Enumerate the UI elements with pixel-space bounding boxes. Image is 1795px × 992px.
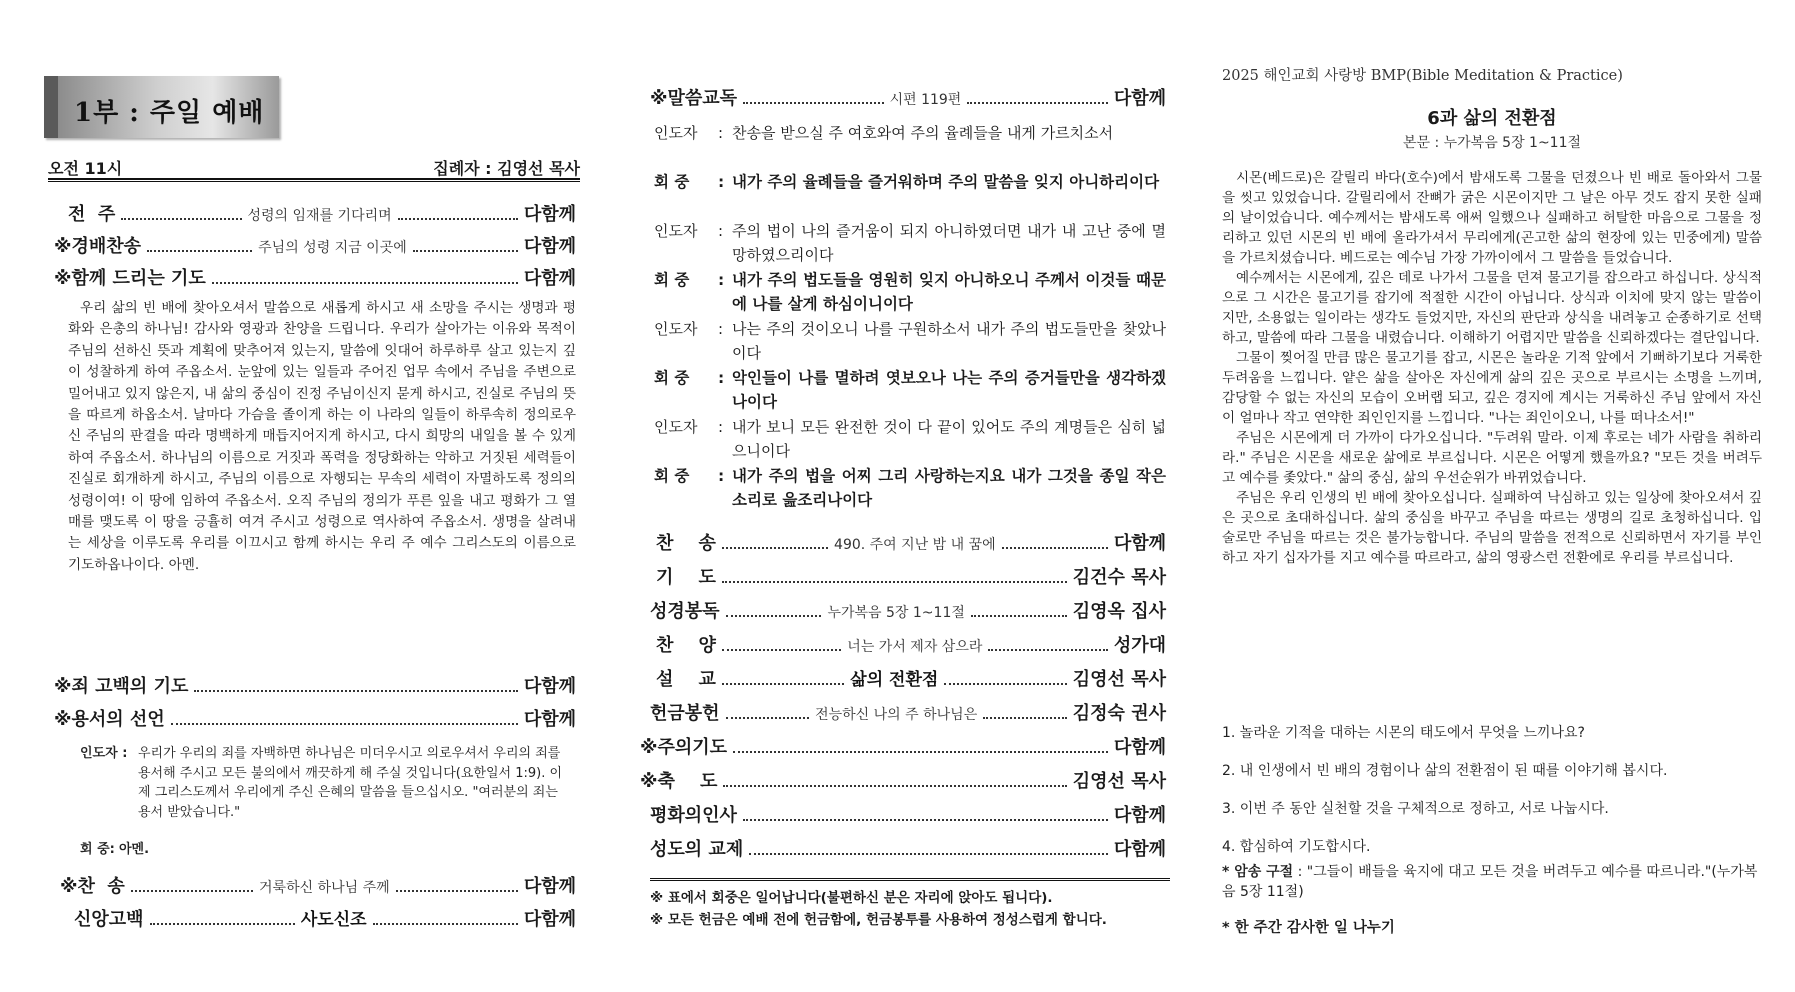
reading-line: 회 중 : 내가 주의 법도들을 영원히 잊지 아니하오니 주께서 이것들 때문에 나를 살게 하심이니이다: [654, 271, 1166, 313]
reading-line: 인도자 : 찬송을 받으실 주 여호와여 주의 율례들을 내게 가르치소서: [654, 124, 1114, 142]
reading-line: 회 중 : 내가 주의 율례들을 즐거워하며 주의 말씀을 잊지 아니하리이다: [654, 173, 1160, 191]
joint-prayer-text: 우리 삶의 빈 배에 찾아오셔서 말씀으로 새롭게 하시고 새 소망을 주시는 생명과 평화와 은총의 하나님! 감사와 영광과 찬양을 드립니다. 우리가 살아가는 이유와 목적이 주님의 선하신 뜻과 계획에 맞추어져 있는지, 말씀에 잇대어 하루하루 살고 있는지 깊이 성찰하게 하여 주옵소서. 눈앞에 있는 일들과 주어진 업무 속에서 주님을 주변으로 밀어내고 있지 않은지, 내 삶의 중심이 진정 주님이신지 묻게 하시고, 진실로 주님의 뜻을 따르게 하옵소서. 날마다 가슴을 졸이게 하는 이 나라의 일들이 하루속히 정의로우신 주님의 판결을 따라 명백하게 매듭지어지게 하시고, 다시 희망의 내일을 볼 수 있게 하여 주옵소서. 하나님의 이름으로 거짓과 폭력을 정당화하는 악하고 거짓된 세력들이 진실로 회개하게 하시고, 주님의 이름으로 자행되는 무속의 세력이 자멸하도록 정의의 성령이여! 이 땅에 임하여 주옵소서. 오직 주님의 정의가 푸른 잎을 내고 평화가 그 열매를 맺도록 이 땅을 긍휼히 여겨 주시고 성령으로 역사하여 주옵소서. 생명을 살려내는 세상을 이루도록 우리를 이끄시고 함께 하시는 우리 주 예수 그리스도의 이름으로 기도하옵나이다. 아멘.: [68, 300, 576, 573]
question-item: 4. 합심하여 기도합시다.: [1222, 839, 1371, 855]
bmp-body: [1222, 168, 1762, 568]
memory-verse-label: * 암송 구절: [1222, 864, 1294, 880]
reading-line: 인도자 : 나는 주의 것이오니 나를 구원하소서 내가 주의 법도들만을 찾았나이다: [654, 320, 1166, 362]
order-item-responsive-reading: ※말씀교독 시편 119편 다함께: [650, 88, 1167, 109]
bmp-header: 2025 해인교회 사랑방 BMP(Bible Meditation & Practice): [1222, 68, 1623, 84]
bmp-paragraph: 시몬(베드로)은 갈릴리 바다(호수)에서 밤새도록 그물을 던졌으나 빈 배로 돌아와서 그물을 씻고 있었습니다. 갈릴리에서 잔뼈가 굵은 시몬이지만 그 날은 아무 것도 잡지 못한 실패의 날이었습니다. 예수께서는 밤새도록 애써 일했으나 실패하고 허탈한 마음으로 그물을 정리하고 있던 시몬의 빈 배에 올라가셔서 무리에게(곤고한 삶의 현장에 있는 민중에게) 말씀을 가르치셨습니다. 베드로는 예수님 가장 가까이에서 그 말씀을 들었습니다.: [1222, 170, 1762, 266]
order-item-lords-prayer: ※주의기도 다함께: [640, 737, 1166, 758]
absolution-leader: 인도자 : 우리가 우리의 죄를 자백하면 하나님은 미더우시고 의로우셔서 우리의 죄를 용서해 주시고 모든 불의에서 깨끗하게 해 주실 것입니다(요한일서 1:9). 이제 그리스도께서 우리에게 주신 은혜의 말씀을 들으십시오. "여러분의 죄는 용서 받았습니다.": [80, 746, 563, 820]
question-item: 1. 놀라운 기적을 대하는 시몬의 태도에서 무엇을 느끼나요?: [1222, 725, 1585, 741]
bmp-paragraph: 예수께서는 시몬에게, 깊은 데로 나가서 그물을 던져 물고기를 잡으라고 하십니다. 상식적으로 그 시간은 물고기를 잡기에 적절한 시간이 아닙니다. 상식과 이치에 맞지 않는 말씀이지만, 소용없는 일이라는 생각도 들었지만, 자신의 판단과 상식을 내려놓고 순종하기로 선택하고, 말씀에 따라 그물을 내렸습니다. 이해하기 어렵지만 말씀을 신뢰하겠다는 결단입니다.: [1222, 270, 1762, 346]
note-standing: ※ 표에서 회중은 일어납니다(불편하신 분은 자리에 앉아도 됩니다).: [650, 890, 1053, 906]
order-item-sermon: 설 교 삶의 전환점 김영선 목사: [656, 669, 1166, 690]
bmp-lesson-title: 6과 삶의 전환점: [1427, 108, 1557, 129]
order-item-anthem: 찬 양 너는 가서 제자 삼으라 성가대: [656, 635, 1166, 656]
bmp-scripture: 본문 : 누가복음 5장 1~11절: [1402, 135, 1582, 151]
reading-line: 회 중 : 악인들이 나를 멸하려 엿보오나 나는 주의 증거들만을 생각하겠나이다: [654, 369, 1166, 411]
question-item: 3. 이번 주 동안 실천할 것을 구체적으로 정하고, 서로 나눕시다.: [1222, 801, 1609, 817]
bmp-paragraph: 주님은 우리 인생의 빈 배에 찾아오십니다. 실패하여 낙심하고 있는 일상에 찾아오셔서 깊은 곳으로 초대하십니다. 삶의 중심을 바꾸고 주님을 따르는 생명의 길로 초청하십니다. 입술로만 주님을 따르는 것은 불가능합니다. 주님의 말씀을 전적으로 신뢰하면서 자기를 부인하고 자기 십자가를 지고 예수를 따르라고, 삶의 영광스런 전환에로 우리를 부르십니다.: [1222, 490, 1762, 566]
header-divider: [48, 178, 580, 182]
order-item-prelude: 전 주 성령의 임재를 기다리며 다함께: [68, 204, 576, 225]
absolution-response: 회 중: 아멘.: [80, 842, 150, 857]
note-offering: ※ 모든 헌금은 예배 전에 헌금함에, 헌금봉투를 사용하여 정성스럽게 합니다.: [650, 912, 1107, 928]
order-item-absolution: ※용서의 선언 다함께: [54, 709, 576, 730]
bmp-paragraph: 주님은 시몬에게 더 가까이 다가오십니다. "두려워 말라. 이제 후로는 네가 사람을 취하리라." 주님은 시몬을 새로운 삶에로 부르십니다. 시몬은 어떻게 했을까요? "모든 것을 버려두고 예수를 좇았다." 삶의 중심, 삶의 우선순위가 바뀌었습니다.: [1222, 430, 1762, 486]
order-item-prayer: 기 도 김건수 목사: [656, 567, 1166, 588]
order-item-creed: 신앙고백 사도신조 다함께: [74, 909, 576, 930]
service-notes: [650, 878, 1170, 931]
memory-verse: [1222, 862, 1762, 902]
order-item-hymn2: 찬 송 490. 주여 지난 밤 내 꿈에 다함께: [656, 533, 1167, 554]
order-item-hymn: ※찬 송 거룩하신 하나님 주께 다함께: [60, 876, 577, 897]
reading-line: 회 중 : 내가 주의 법을 어찌 그리 사랑하는지요 내가 그것을 종일 작은 소리로 읊조리나이다: [654, 467, 1166, 509]
order-item-fellowship: 성도의 교제 다함께: [650, 839, 1166, 860]
order-item-peace: 평화의인사 다함께: [650, 805, 1166, 826]
memory-verse-text: : "그들이 배들을 육지에 대고 모든 것을 버려두고 예수를 따르니라."(누가복음 5장 11절): [1222, 864, 1758, 900]
order-item-confession: ※죄 고백의 기도 다함께: [54, 676, 576, 697]
bmp-paragraph: 그물이 찢어질 만큼 많은 물고기를 잡고, 시몬은 놀라운 기적 앞에서 기뻐하기보다 거룩한 두려움을 느낍니다. 얕은 삶을 살아온 자신에게 삶의 깊은 곳으로 부르시는 소명을 느끼며, 감당할 수 없는 자신의 모습이 오버랩 되고, 깊은 경지에 계시는 거룩하신 주님 앞에서 자신이 얼마나 작고 연약한 죄인인지를 느낍니다. "나는 죄인이오니, 나를 떠나소서!": [1222, 350, 1762, 426]
order-item-scripture: 성경봉독 누가복음 5장 1~11절 김영옥 집사: [650, 601, 1166, 622]
reading-line: 인도자 : 주의 법이 나의 즐거움이 되지 아니하였더면 내가 내 고난 중에 멸망하였으리이다: [654, 222, 1166, 264]
gratitude-sharing: * 한 주간 감사한 일 나누기: [1222, 920, 1395, 936]
order-item-benediction: ※축 도 김영선 목사: [640, 771, 1166, 792]
order-item-worship-hymn: ※경배찬송 주님의 성령 지금 이곳에 다함께: [54, 236, 577, 257]
question-item: 2. 내 인생에서 빈 배의 경험이나 삶의 전환점이 된 때를 이야기해 봅시다.: [1222, 763, 1668, 779]
part1-title: 1부 : 주일 예배: [74, 98, 265, 128]
part1-title-box: [44, 76, 279, 138]
service-leader: 집례자 : 김영선 목사: [433, 159, 580, 178]
order-item-offering: 헌금봉헌 전능하신 나의 주 하나님은 김정숙 권사: [650, 703, 1166, 724]
service-time: 오전 11시: [48, 159, 123, 178]
order-item-joint-prayer: ※함께 드리는 기도 다함께: [54, 268, 576, 289]
reading-line: 인도자 : 내가 보니 모든 완전한 것이 다 끝이 있어도 주의 계명들은 심히 넓으니이다: [654, 418, 1166, 460]
